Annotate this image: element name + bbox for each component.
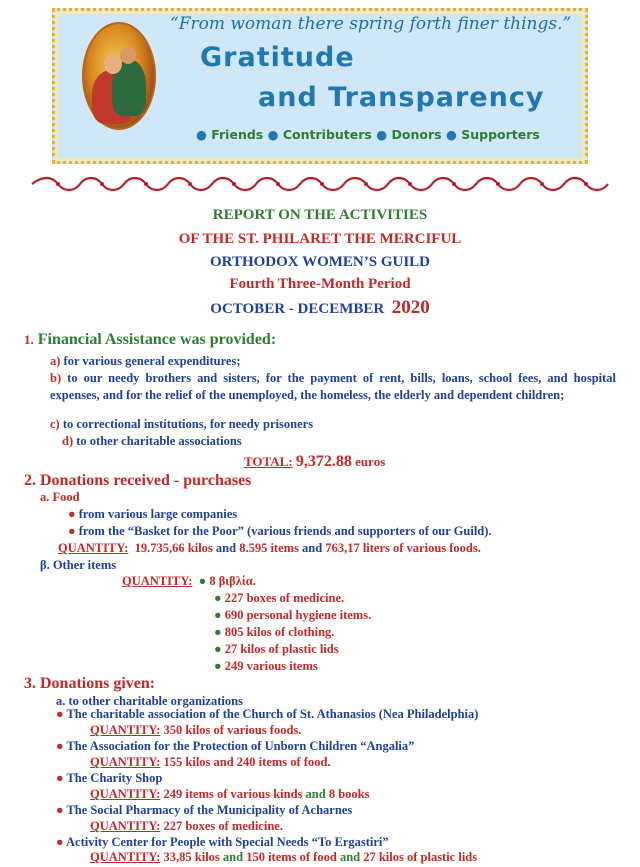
section3-sub-a: a. to other charitable organizations [56, 694, 243, 708]
other-item-5: ● 27 kilos of plastic lids [214, 642, 339, 656]
other-item-6: ● 249 various items [214, 659, 318, 673]
total-value: 9,372.88 [295, 453, 352, 470]
org-3-name: ● The Charity Shop [56, 771, 163, 785]
section2-sub-a: a. Food [40, 490, 80, 504]
bullet-icon: ● [56, 771, 64, 785]
bullet-icon: ● [214, 608, 222, 622]
bullet-icon: ● [376, 127, 388, 142]
bullet-icon: ● [56, 739, 64, 753]
bullet-icon: ● [196, 127, 207, 142]
other-item-4: ● 805 kilos of clothing. [214, 625, 335, 639]
section1-title [24, 331, 276, 349]
bullet-icon: ● [267, 127, 279, 142]
banner-quote: “From woman there spring forth finer things.” [170, 14, 572, 34]
period-year: 2020 [391, 297, 430, 318]
report-heading-line2: OF THE ST. PHILARET THE MERCIFUL [178, 231, 462, 247]
org-5-name: ● Activity Center for People with Special Needs “To Ergastiri” [56, 835, 389, 849]
report-heading-line3: ORTHODOX WOMEN’S GUILD [209, 254, 431, 270]
bullet-icon: ● [445, 127, 457, 142]
bullet-icon: ● [198, 574, 207, 588]
banner-tags [196, 127, 540, 142]
financial-item-b: b) to our needy brothers and sisters, for the payment of rent, bills, loans, school fees, and hospital expenses, and for the relief of the unemployed, the homeless, the elderly and dependent children; [50, 371, 617, 402]
org-5-quantity: QUANTITY: 33,85 kilos and 150 items of food and 27 kilos of plastic lids [90, 850, 478, 864]
section3-title: 3. Donations given: [24, 675, 156, 692]
report-period [0, 297, 640, 319]
section2-title: 2. Donations received - purchases [24, 472, 252, 489]
org-1-quantity: QUANTITY: 350 kilos of various foods. [90, 723, 302, 737]
bullet-icon: ● [214, 591, 222, 605]
tag-friends: Friends [211, 127, 264, 142]
bullet-icon: ● [56, 707, 64, 721]
tag-supporters: Supporters [461, 127, 540, 142]
decorative-divider [28, 176, 612, 192]
bullet-icon: ● [68, 507, 76, 521]
org-2-name: ● The Association for the Protection of Unborn Children “Angalia” [56, 739, 415, 753]
bullet-icon: ● [214, 659, 222, 673]
banner-title-line2: and Transparency [258, 82, 545, 113]
period-text: OCTOBER - DECEMBER [210, 301, 385, 317]
bullet-icon: ● [56, 803, 64, 817]
total-label: TOTAL: [244, 454, 293, 469]
financial-item-d: d) to other charitable associations [62, 434, 242, 448]
total-unit: euros [355, 454, 386, 469]
banner-title-line1: Gratitude [200, 42, 355, 73]
saint-icon-image [82, 22, 156, 130]
financial-item-a: a) for various general expenditures; [50, 354, 241, 368]
financial-item-c: c) to correctional institutions, for needy prisoners [50, 417, 314, 431]
other-item-2: ● 227 boxes of medicine. [214, 591, 345, 605]
section2-sub-b: β. Other items [40, 558, 117, 572]
org-1-name: ● The charitable association of the Church of St. Athanasios (Nea Philadelphia) [56, 707, 479, 721]
other-items-quantity: QUANTITY: ● 8 βιβλία. [122, 574, 256, 588]
report-heading-line1: REPORT ON THE ACTIVITIES [212, 207, 428, 223]
org-2-quantity: QUANTITY: 155 kilos and 240 items of food. [90, 755, 331, 769]
food-source-1: ● from various large companies [68, 507, 238, 521]
section1-title-text: Financial Assistance was provided: [37, 331, 277, 348]
food-quantity: QUANTITY: 19.735,66 kilos and 8.595 items and 763,17 liters of various foods. [58, 541, 481, 555]
bullet-icon: ● [68, 524, 76, 538]
financial-total [244, 453, 385, 471]
org-4-quantity: QUANTITY: 227 boxes of medicine. [90, 819, 283, 833]
report-heading-line4: Fourth Three-Month Period [229, 276, 411, 292]
tag-donors: Donors [391, 127, 442, 142]
tag-contributers: Contributers [282, 127, 372, 142]
bullet-icon: ● [214, 625, 222, 639]
food-source-2: ● from the “Basket for the Poor” (various friends and supporters of our Guild). [68, 524, 492, 538]
other-item-3: ● 690 personal hygiene items. [214, 608, 372, 622]
bullet-icon: ● [56, 835, 64, 849]
section1-number: 1. [24, 332, 34, 347]
bullet-icon: ● [214, 642, 222, 656]
org-3-quantity: QUANTITY: 249 items of various kinds and 8 books [90, 787, 370, 801]
org-4-name: ● The Social Pharmacy of the Municipality of Acharnes [56, 803, 353, 817]
